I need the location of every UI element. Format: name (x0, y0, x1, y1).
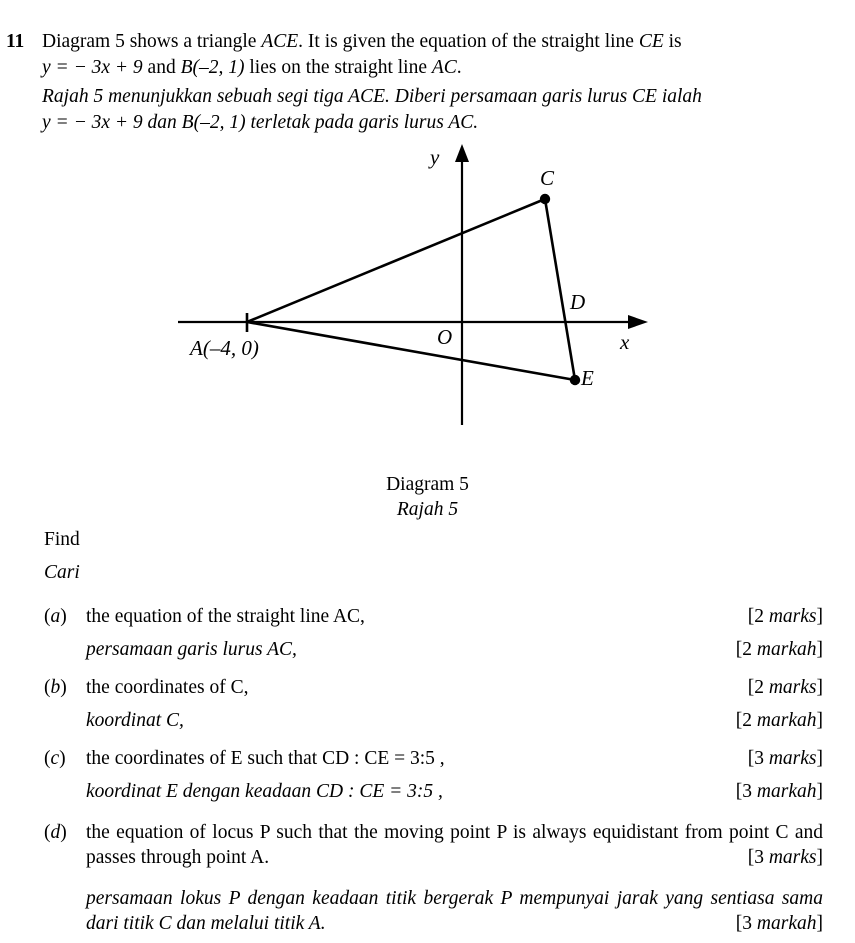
stem-en-text-5: lies on the straight line (244, 57, 432, 78)
part-c-malay-marks: [3 markah] (735, 781, 823, 802)
part-a-malay-text: persamaan garis lurus AC, (86, 639, 297, 660)
question-parts-list (0, 604, 855, 936)
part-b-label: (b) (44, 677, 67, 698)
stem-en-ce: CE (638, 31, 664, 52)
stem-my-equation: y = − 3x + 9 (42, 112, 143, 133)
stem-my-point-b: B(–2, 1) (181, 112, 246, 133)
stem-my-line-1: Rajah 5 menunjukkan sebuah segi tiga ACE. Diberi persamaan garis lurus CE ialah (42, 86, 702, 107)
x-axis-arrowhead (628, 315, 648, 329)
point-label-d: D (570, 290, 586, 314)
stem-en-text-2: . It is given the equation of the straight line (298, 31, 639, 52)
stem-en-point-b: B(–2, 1) (180, 57, 245, 78)
part-a-english-row (0, 604, 855, 629)
part-d-english-marks: [3 marks] (747, 847, 823, 868)
y-axis (455, 144, 469, 425)
y-axis-arrowhead (455, 144, 469, 162)
question-part-b (0, 675, 855, 733)
stem-en-text-6: . (456, 57, 462, 78)
stem-en-text-3: is (663, 31, 682, 52)
stem-en-ac: AC (431, 57, 457, 78)
part-c-english-text: the coordinates of E such that CD : CE = 3:5 , (86, 748, 445, 769)
part-b-english-marks: [2 marks] (747, 677, 823, 698)
find-label-english: Find (44, 529, 80, 550)
stem-my-text-1: dan (142, 112, 182, 133)
diagram-5-figure (0, 140, 855, 470)
part-b-malay-row (0, 708, 855, 733)
stem-en-text-1: Diagram 5 shows a triangle (42, 31, 262, 52)
caption-english: Diagram 5 (386, 474, 469, 495)
coordinate-diagram (0, 140, 855, 470)
part-b-malay-text: koordinat C, (86, 710, 184, 731)
part-c-label: (c) (44, 748, 66, 769)
diagram-caption (0, 472, 855, 522)
point-dot-c (540, 194, 550, 204)
question-part-d (0, 820, 855, 936)
x-axis-label: x (620, 330, 630, 354)
part-d-malay-row (0, 886, 855, 936)
question-part-c (0, 746, 855, 804)
part-c-malay-text: koordinat E dengan keadaan CD : CE = 3:5 , (86, 781, 443, 802)
part-b-english-text: the coordinates of C, (86, 677, 249, 698)
point-dot-e (570, 375, 580, 385)
find-label-malay: Cari (44, 562, 80, 583)
part-c-malay-row (0, 779, 855, 804)
origin-label: O (437, 325, 453, 349)
part-d-malay-marks: [3 markah] (735, 913, 823, 934)
part-d-label: (d) (44, 822, 67, 843)
segment-ac (247, 199, 545, 322)
part-b-malay-marks: [2 markah] (735, 710, 823, 731)
part-a-english-text: the equation of the straight line AC, (86, 606, 365, 627)
part-a-malay-marks: [2 markah] (735, 639, 823, 660)
part-c-english-row (0, 746, 855, 771)
part-a-label: (a) (44, 606, 67, 627)
question-stem-malay (42, 84, 832, 136)
part-d-malay-text: persamaan lokus P dengan keadaan titik bergerak P mempunyai jarak yang sentiasa sama dari titik C dan melalui titik A. (86, 888, 823, 934)
caption-malay: Rajah 5 (396, 499, 459, 520)
part-c-english-marks: [3 marks] (747, 748, 823, 769)
question-stem-english (42, 29, 832, 81)
y-axis-label: y (430, 145, 440, 169)
point-label-e: E (581, 366, 594, 390)
stem-en-equation: y = − 3x + 9 (42, 57, 143, 78)
stem-my-text-2: terletak pada garis lurus AC. (245, 112, 479, 133)
segment-ae (247, 322, 575, 380)
stem-en-ace: ACE (261, 31, 299, 52)
part-a-english-marks: [2 marks] (747, 606, 823, 627)
question-number: 11 (6, 31, 25, 52)
point-label-c: C (540, 166, 555, 190)
part-d-english-text: the equation of locus P such that the moving point P is always equidistant from point C and passes through point A. (86, 822, 823, 868)
part-b-english-row (0, 675, 855, 700)
stem-en-text-4: and (142, 57, 181, 78)
point-label-a: A(–4, 0) (190, 336, 259, 360)
part-a-malay-row (0, 637, 855, 662)
part-d-english-row (0, 820, 855, 870)
question-part-a (0, 604, 855, 662)
